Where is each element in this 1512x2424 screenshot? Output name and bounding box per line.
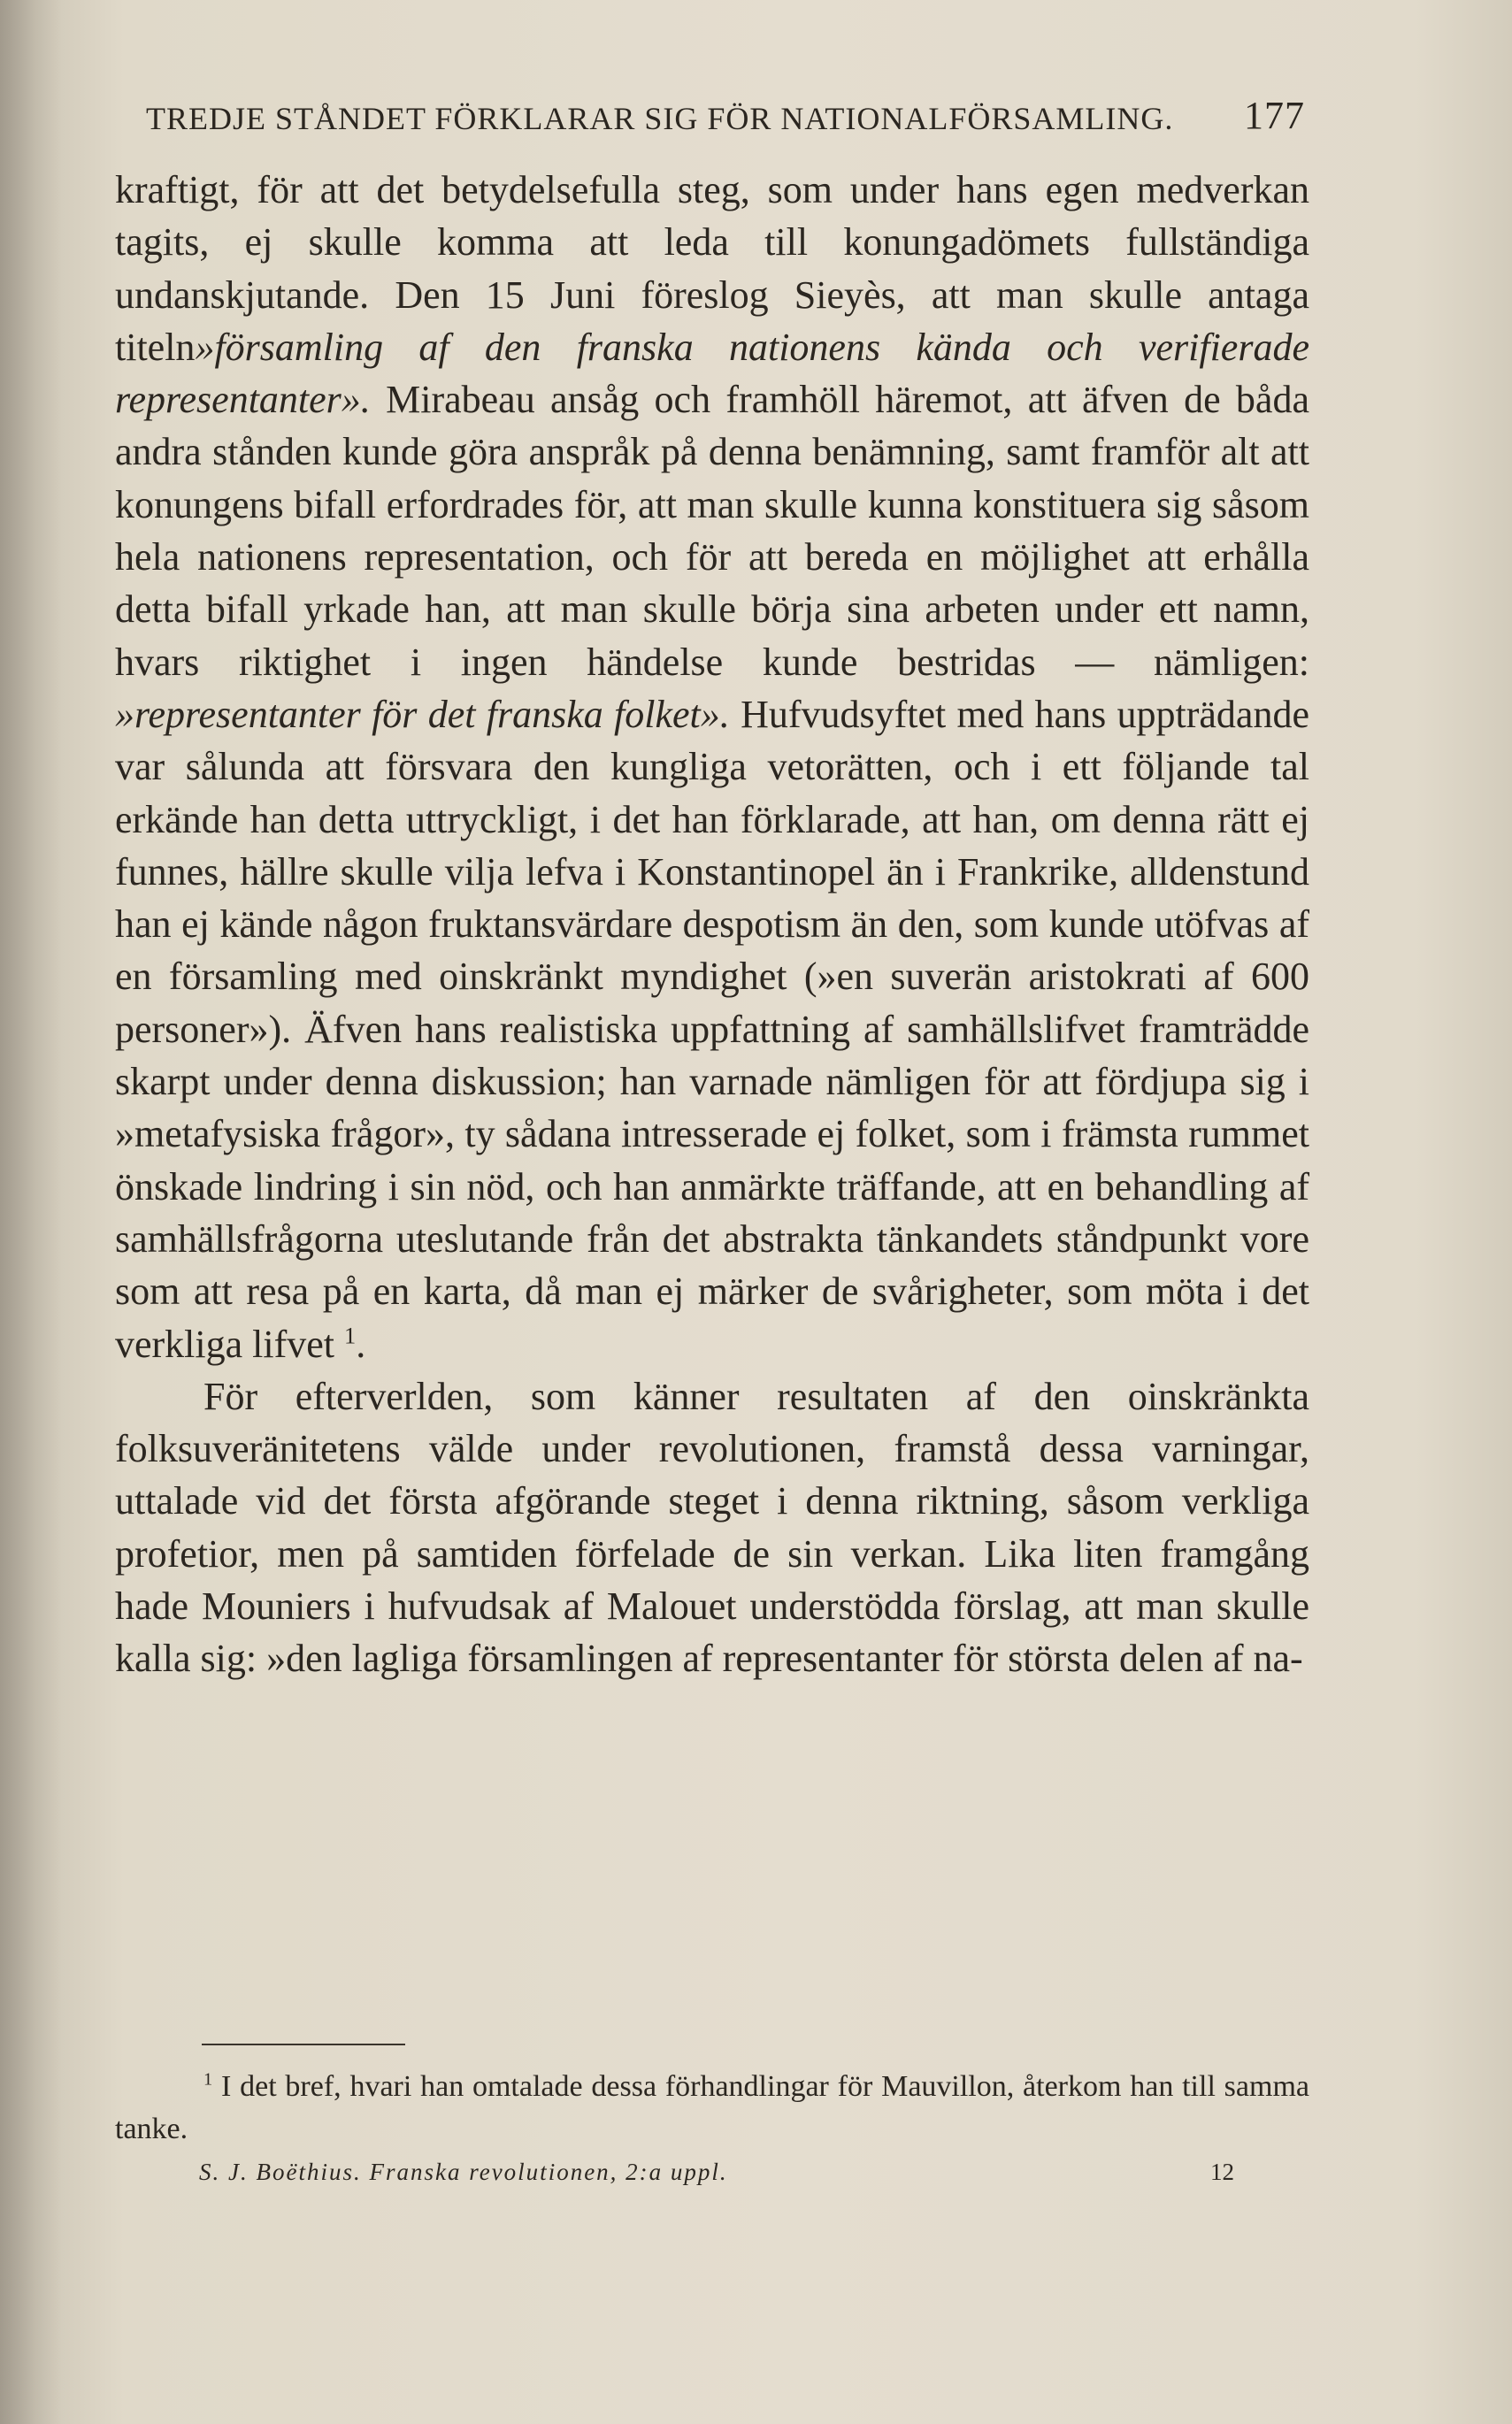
signature-number: 12 bbox=[1210, 2159, 1234, 2185]
running-header bbox=[146, 93, 1305, 155]
footnote-1 bbox=[115, 2066, 1309, 2151]
paragraph-1-end: . bbox=[356, 1322, 366, 1366]
gutter-shadow bbox=[0, 0, 62, 2424]
main-text bbox=[115, 164, 1309, 1685]
proposed-title-mirabeau: »representanter för det franska folket». bbox=[115, 692, 730, 736]
proposed-title-sieyes: »församling af den franska nationens kända och verifierade representanter». bbox=[115, 325, 1309, 422]
paragraph-1-part-2: Mirabeau ansåg och framhöll häremot, att äfven de båda andra stånden kunde göra anspråk på denna benämning, samt framför alt att konungens bifall erfordrades för, att man skulle kunna konstituera sig såsom hela nationens representation, och för att bereda en möjlighet att erhålla detta bifall yrkade han, att man skulle börja sina arbeten under ett namn, hvars riktighet i ingen händelse kunde bestridas — nämligen: bbox=[115, 378, 1309, 684]
signature-line bbox=[199, 2159, 1234, 2194]
paragraph-2: För efterverlden, som känner resultaten af den oinskränkta folksuveränitetens välde under revolutionen, framstå dessa varningar, uttalade vid det första afgörande steget i denna riktning, såsom verkliga profetior, men på samtiden förfelade de sin verkan. Lika liten framgång hade Mouniers i hufvudsak af Malouet understödda förslag, att man skulle kalla sig: »den lagliga församlingen af representanter för största delen af na- bbox=[115, 1374, 1309, 1681]
footnotes bbox=[115, 2066, 1309, 2151]
page-number: 177 bbox=[1244, 94, 1305, 137]
footnote-reference: 1 bbox=[344, 1321, 357, 1348]
paragraph-1-part-1: kraftigt, för att det betydelsefulla steg, som under hans egen medverkan tagits, ej skulle komma att leda till konungadömets fullständiga undanskjutande. Den 15 Juni föreslog Sieyès, att man skulle antaga titeln bbox=[115, 168, 1309, 369]
footnote-text: I det bref, hvari han omtalade dessa förhandlingar för Mauvillon, återkom han till samma tanke. bbox=[115, 2070, 1309, 2145]
signature-title: S. J. Boëthius. Franska revolutionen, 2:a uppl. bbox=[199, 2159, 728, 2185]
paragraph-1 bbox=[115, 164, 1309, 1370]
paragraph-1-part-3: Hufvudsyftet med hans uppträdande var sålunda att försvara den kungliga vetorätten, och i ett följande tal erkände han detta uttryckligt, i det han förklarade, att han, om denna rätt ej funnes, hällre skulle vilja lefva i Konstantinopel än i Frankrike, alldenstund han ej kände någon fruktansvärdare despotism än den, som kunde utöfvas af en församling med oinskränkt myndighet (»en suverän aristokrati af 600 personer»). Äfven hans realistiska uppfattning af samhällslifvet framträdde skarpt under denna diskussion; han varnade nämligen för att fördjupa sig i »metafysiska frågor», ty sådana intresserade ej folket, som i främsta rummet önskade lindring i sin nöd, och han anmärkte träffande, att en behandling af samhällsfrågorna uteslutande från det abstrakta tänkandets ståndpunkt vore som att resa på en karta, då man ej märker de svårigheter, som möta i det verkliga lifvet bbox=[115, 692, 1309, 1366]
running-title: TREDJE STÅNDET FÖRKLARAR SIG FÖR NATIONALFÖRSAMLING. bbox=[146, 101, 1174, 136]
footnote-divider bbox=[202, 2044, 405, 2045]
footnote-marker: 1 bbox=[203, 2069, 213, 2090]
